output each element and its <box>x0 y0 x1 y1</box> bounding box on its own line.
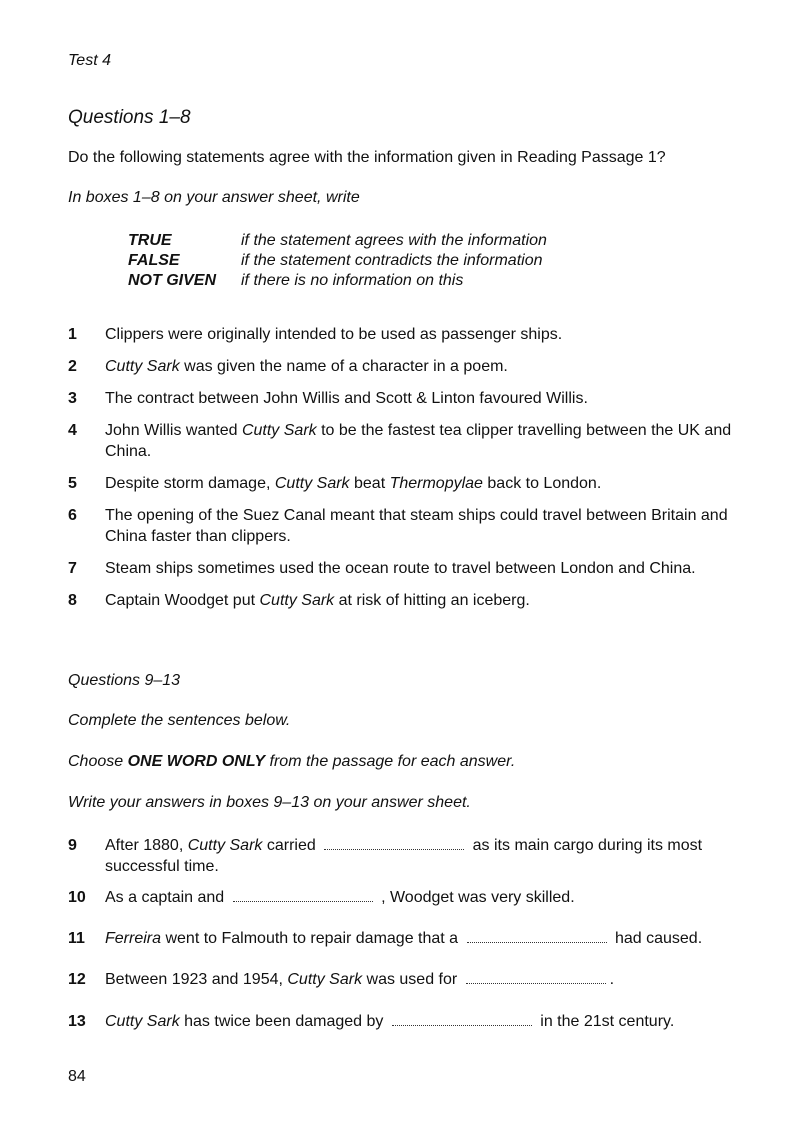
question-item <box>68 420 768 462</box>
question-item <box>68 969 768 990</box>
question-text: Steam ships sometimes used the ocean route to travel between London and China. <box>105 560 696 577</box>
answer-blank[interactable] <box>466 973 606 984</box>
question-item <box>68 505 768 547</box>
question-text: Cutty Sark was given the name of a character in a poem. <box>105 358 508 375</box>
key-row <box>128 251 547 271</box>
section-title: Questions 1–8 <box>68 107 191 128</box>
question-number: 9 <box>68 837 77 854</box>
instruction: Write your answers in boxes 9–13 on your answer sheet. <box>68 794 471 811</box>
key-term: TRUE <box>128 232 172 249</box>
question-item <box>68 590 768 611</box>
sub-instruction: In boxes 1–8 on your answer sheet, write <box>68 189 360 206</box>
instruction: Complete the sentences below. <box>68 712 291 729</box>
question-text: After 1880, Cutty Sark carried as its main cargo during its most successful time. <box>105 837 703 875</box>
answer-blank[interactable] <box>467 932 607 943</box>
instruction: Choose ONE WORD ONLY from the passage for each answer. <box>68 753 516 770</box>
running-head: Test 4 <box>68 52 111 69</box>
question-number: 11 <box>68 930 85 947</box>
question-item <box>68 1011 768 1032</box>
key-meaning: if there is no information on this <box>241 272 464 289</box>
key-row <box>128 271 547 291</box>
answer-key <box>128 231 547 291</box>
question-item <box>68 356 768 377</box>
question-item <box>68 473 768 494</box>
question-number: 8 <box>68 592 77 609</box>
answer-blank[interactable] <box>392 1015 532 1026</box>
question-number: 12 <box>68 971 86 988</box>
question-text: Ferreira went to Falmouth to repair damage that a had caused. <box>105 930 703 947</box>
question-item <box>68 324 768 345</box>
answer-blank[interactable] <box>233 891 373 902</box>
key-term: FALSE <box>128 252 180 269</box>
key-row <box>128 231 547 251</box>
question-number: 2 <box>68 358 77 375</box>
question-text: The contract between John Willis and Scott & Linton favoured Willis. <box>105 390 588 407</box>
question-number: 5 <box>68 475 77 492</box>
question-number: 7 <box>68 560 77 577</box>
question-item <box>68 928 768 949</box>
question-text: Despite storm damage, Cutty Sark beat Thermopylae back to London. <box>105 475 602 492</box>
question-text: Between 1923 and 1954, Cutty Sark was used for . <box>105 971 615 988</box>
question-item <box>68 388 768 409</box>
question-number: 10 <box>68 889 86 906</box>
question-text: Cutty Sark has twice been damaged by in the 21st century. <box>105 1013 675 1030</box>
question-item <box>68 887 768 908</box>
key-term: NOT GIVEN <box>128 272 217 289</box>
question-number: 4 <box>68 422 77 439</box>
question-number: 6 <box>68 507 77 524</box>
question-text: The opening of the Suez Canal meant that steam ships could travel between Britain and China faster than clippers. <box>105 507 728 545</box>
question-number: 1 <box>68 326 77 343</box>
question-text: John Willis wanted Cutty Sark to be the fastest tea clipper travelling between the UK and China. <box>105 422 732 460</box>
question-item <box>68 835 768 877</box>
question-text: Captain Woodget put Cutty Sark at risk of hitting an iceberg. <box>105 592 530 609</box>
question-number: 3 <box>68 390 77 407</box>
question-item <box>68 558 768 579</box>
instruction: Do the following statements agree with the information given in Reading Passage 1? <box>68 149 666 166</box>
question-text: Clippers were originally intended to be used as passenger ships. <box>105 326 563 343</box>
section-title: Questions 9–13 <box>68 672 181 689</box>
page-number: 84 <box>68 1068 86 1085</box>
question-number: 13 <box>68 1013 86 1030</box>
question-text: As a captain and , Woodget was very skilled. <box>105 889 575 906</box>
key-meaning: if the statement contradicts the information <box>241 252 543 269</box>
answer-blank[interactable] <box>324 839 464 850</box>
key-meaning: if the statement agrees with the information <box>241 232 547 249</box>
